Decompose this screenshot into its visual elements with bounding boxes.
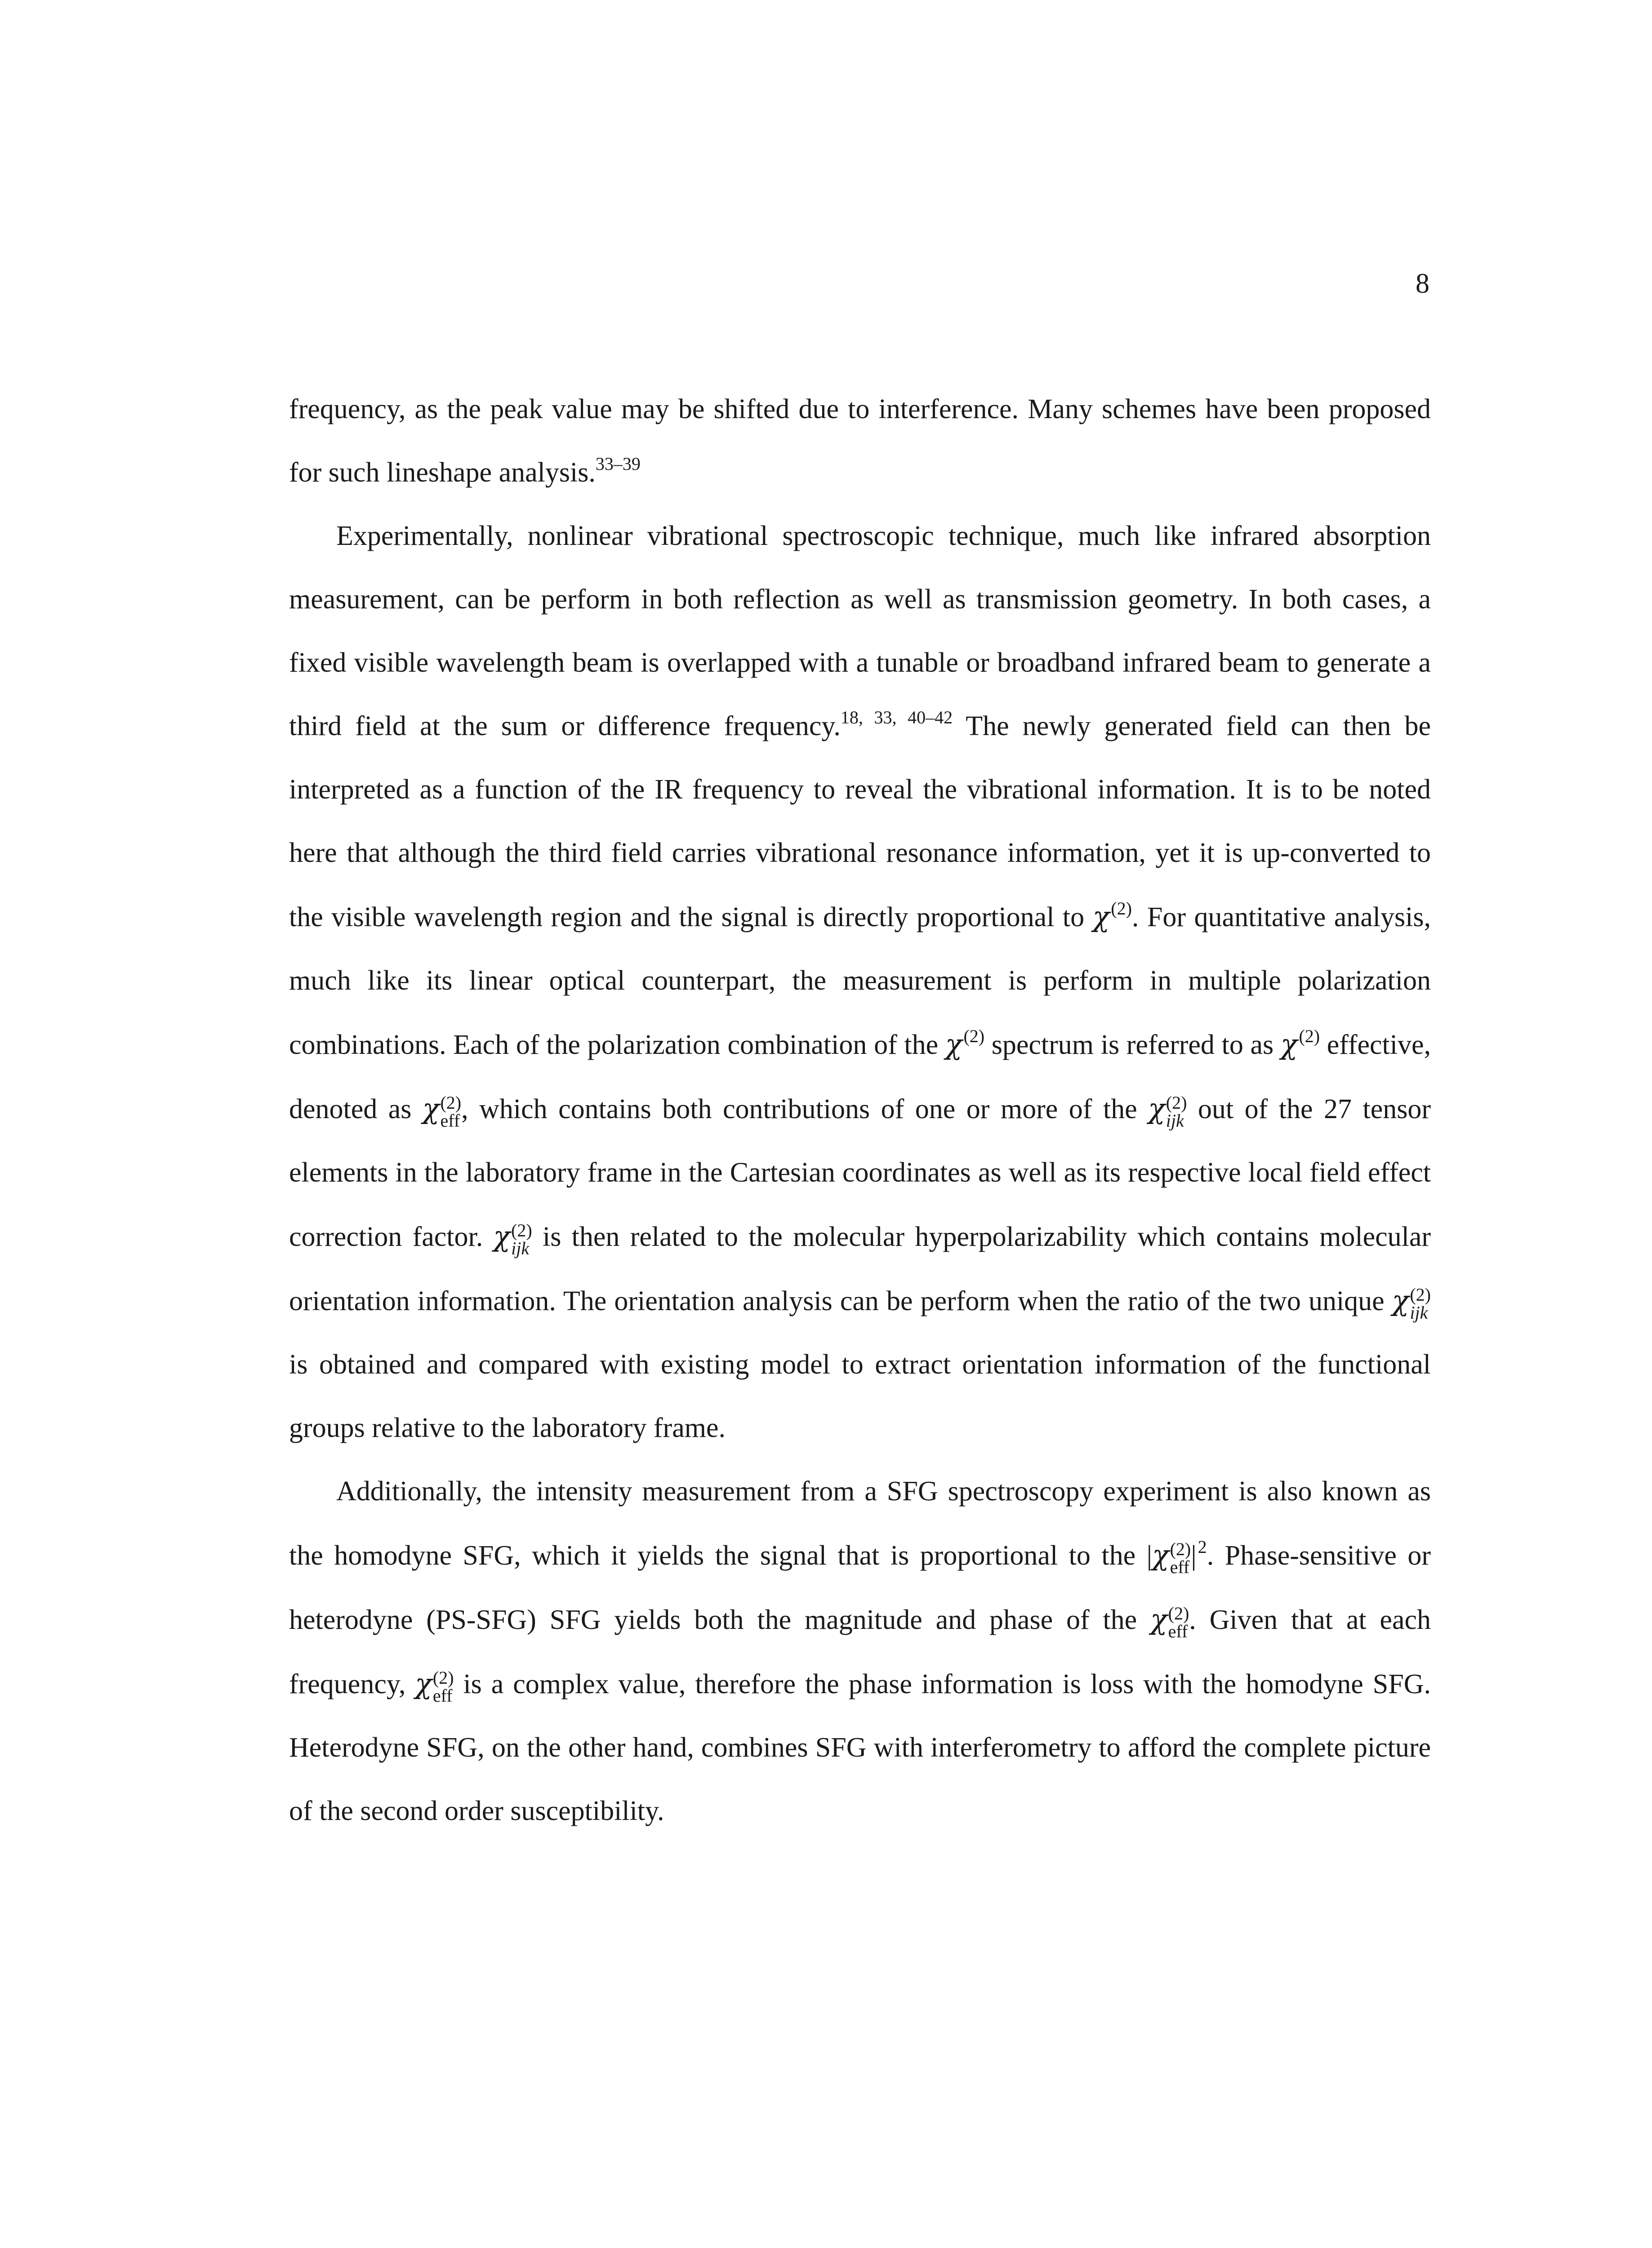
order-superscript: (2) xyxy=(1170,1539,1191,1559)
chi-scripts xyxy=(1168,1605,1189,1641)
order-superscript: (2) xyxy=(440,1092,462,1113)
text-run: Experimentally, nonlinear vibrational spectroscopic technique, much like infrared absorption measurement, can be perform in both reflection as well as transmission geometry. In both cases, a fixed visible wavelength beam is overlapped with a tunable or broadband infrared beam to generate a third field at the sum or difference frequency. xyxy=(289,521,1431,741)
order-superscript: (2) xyxy=(432,1667,454,1688)
order-superscript: (2) xyxy=(511,1220,532,1240)
chi-symbol: χ xyxy=(1092,900,1110,933)
chi-symbol: χ xyxy=(1152,1539,1169,1571)
chi-scripts xyxy=(1166,1094,1187,1130)
order-superscript: (2) xyxy=(1111,898,1132,919)
citation: 33–39 xyxy=(595,454,641,474)
text-run: frequency, as the peak value may be shifted due to interference. Many schemes have been proposed for such lineshape analysis. xyxy=(289,394,1431,488)
chi-scripts xyxy=(433,1669,454,1705)
chi-symbol: χ xyxy=(493,1220,511,1253)
text-run: . Given that at each frequency, xyxy=(289,1605,1431,1699)
citation: 18, 33, 40–42 xyxy=(840,707,953,727)
eff-subscript: eff xyxy=(1168,1621,1188,1641)
page-number: 8 xyxy=(1416,268,1429,299)
text-run: is obtained and compared with existing model to extract orientation information of the functional groups relative to the laboratory frame. xyxy=(289,1349,1431,1443)
chi-symbol: χ xyxy=(1148,1092,1165,1125)
chi-symbol: χ xyxy=(415,1667,432,1700)
eff-subscript: eff xyxy=(1170,1557,1190,1577)
text-run: . Phase-sensitive or heterodyne (PS-SFG) SFG yields both the magnitude and phase of the xyxy=(289,1540,1431,1635)
text-run: out of the 27 tensor elements in the laboratory frame in the Cartesian coordinates as well as its respective local field effect correction factor. xyxy=(289,1094,1431,1252)
abs-bar: | xyxy=(1191,1540,1197,1571)
paragraph-2 xyxy=(289,504,1431,1460)
chi-symbol: χ xyxy=(1150,1603,1167,1636)
abs-bar: | xyxy=(1146,1540,1152,1571)
text-run: , which contains both contributions of one or more of the xyxy=(461,1094,1149,1124)
ijk-subscript: ijk xyxy=(511,1238,530,1258)
chi-scripts xyxy=(1410,1286,1431,1322)
eff-subscript: eff xyxy=(440,1110,460,1131)
order-superscript: (2) xyxy=(1299,1026,1320,1046)
ijk-subscript: ijk xyxy=(1410,1302,1428,1323)
chi-symbol: χ xyxy=(1280,1028,1298,1061)
text-run: effective, denoted as xyxy=(289,1030,1431,1124)
ijk-subscript: ijk xyxy=(1166,1110,1184,1131)
text-run: Additionally, the intensity measurement from a SFG spectroscopy experiment is also known as the homodyne SFG, which it yields the signal that is proportional to the xyxy=(289,1476,1431,1571)
eff-subscript: eff xyxy=(432,1685,453,1706)
chi-symbol: χ xyxy=(422,1092,440,1125)
text-run: The newly generated field can then be interpreted as a function of the IR frequency to reveal the vibrational information. It is to be noted here that although the third field carries vibrational resonance information, yet it is up-converted to the visible wavelength region and the signal is directly proportional to xyxy=(289,711,1431,932)
order-superscript: (2) xyxy=(1410,1284,1431,1305)
body-text xyxy=(289,378,1431,1843)
chi-scripts xyxy=(440,1094,461,1130)
order-superscript: (2) xyxy=(1168,1603,1189,1624)
text-run: . For quantitative analysis, much like its linear optical counterpart, the measurement is perform in multiple polarization combinations. Each of the polarization combination of the xyxy=(289,902,1431,1060)
paragraph-3 xyxy=(289,1460,1431,1843)
chi-symbol: χ xyxy=(1392,1284,1409,1317)
text-run: spectrum is referred to as xyxy=(984,1030,1281,1060)
chi-symbol: χ xyxy=(945,1028,962,1061)
text-run: is a complex value, therefore the phase information is loss with the homodyne SFG. Heterodyne SFG, on the other hand, combines SFG with interferometry to afford the complete picture of the second order susceptibility. xyxy=(289,1669,1431,1826)
chi-scripts xyxy=(511,1222,532,1258)
paragraph-1 xyxy=(289,378,1431,504)
chi-scripts xyxy=(1170,1540,1191,1576)
order-superscript: (2) xyxy=(1166,1092,1187,1113)
square-superscript: 2 xyxy=(1198,1537,1207,1557)
order-superscript: (2) xyxy=(963,1026,985,1046)
text-run: is then related to the molecular hyperpolarizability which contains molecular orientation information. The orientation analysis can be perform when the ratio of the two unique xyxy=(289,1222,1431,1316)
